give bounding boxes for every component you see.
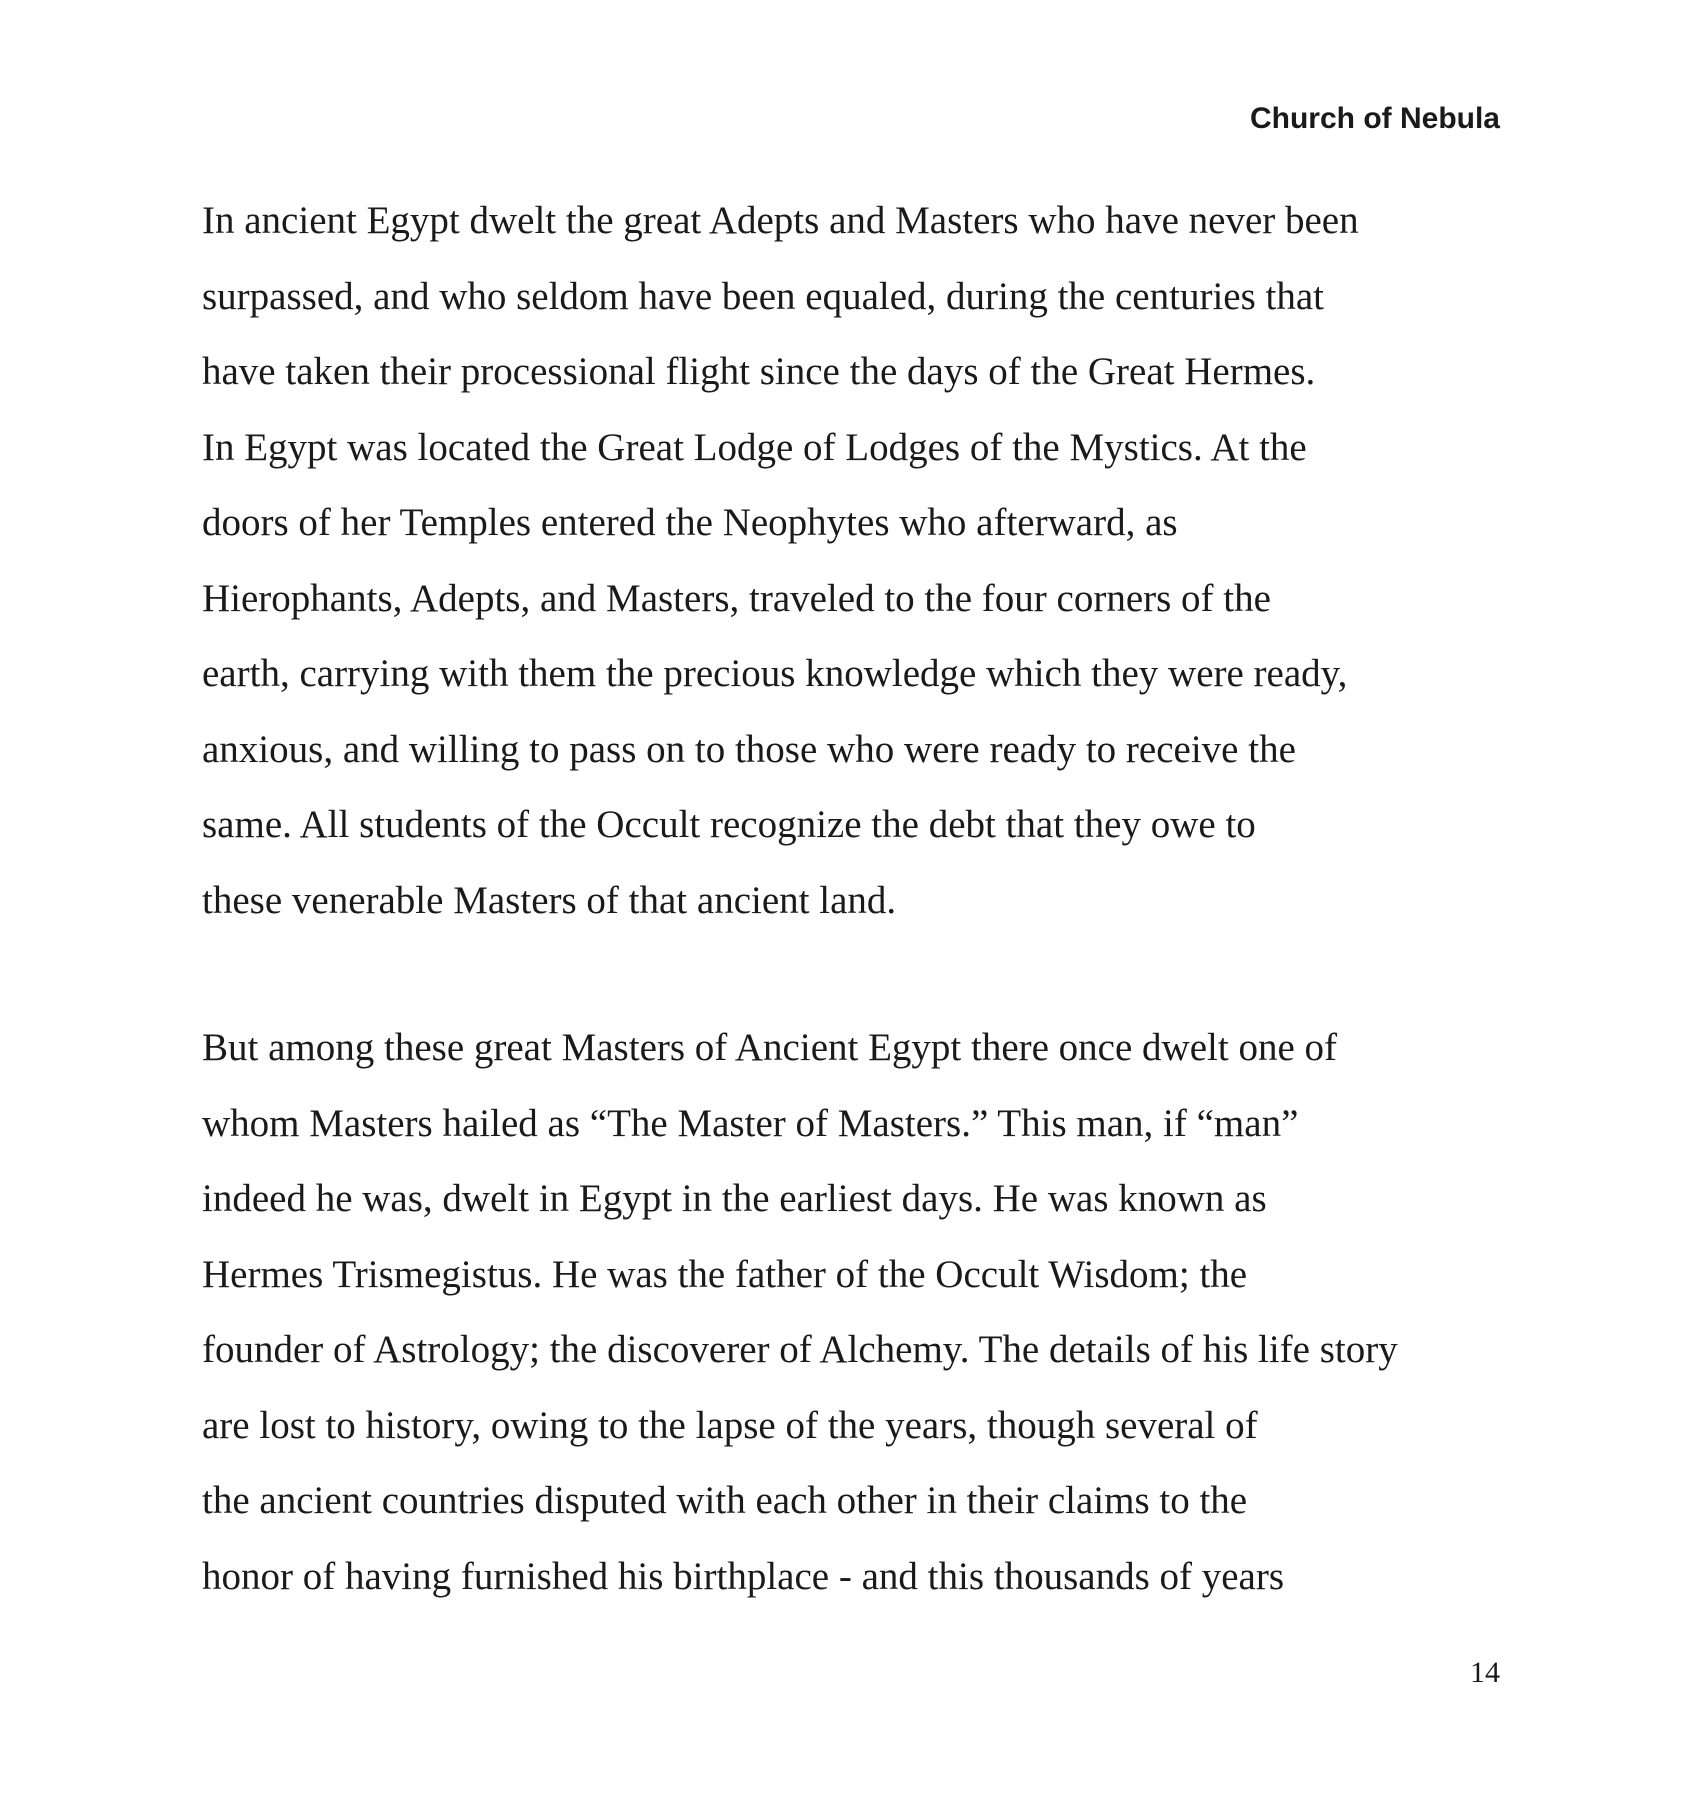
text-line: But among these great Masters of Ancient Egypt there once dwelt one of xyxy=(202,1026,1337,1069)
text-line: these venerable Masters of that ancient land. xyxy=(202,878,897,922)
text-line: earth, carrying with them the precious knowledge which they were ready, xyxy=(202,652,1348,695)
text-line: same. All students of the Occult recognize the debt that they owe to xyxy=(202,803,1256,846)
text-line: In Egypt was located the Great Lodge of Lodges of the Mystics. At the xyxy=(202,425,1307,469)
text-line: In ancient Egypt dwelt the great Adepts and Masters who have never been xyxy=(202,199,1359,242)
text-line: anxious, and willing to pass on to those who were ready to receive the xyxy=(202,727,1296,771)
text-line: surpassed, and who seldom have been equaled, during the centuries that xyxy=(202,274,1324,318)
page-number: 14 xyxy=(1470,1656,1500,1689)
text-line: doors of her Temples entered the Neophytes who afterward, as xyxy=(202,501,1178,544)
paragraph-2 xyxy=(202,1010,1522,1614)
text-line: indeed he was, dwelt in Egypt in the earliest days. He was known as xyxy=(202,1177,1267,1220)
running-header: Church of Nebula xyxy=(1249,102,1500,135)
text-line: have taken their processional flight since the days of the Great Hermes. xyxy=(202,350,1316,393)
text-line: the ancient countries disputed with each other in their claims to the xyxy=(202,1479,1248,1522)
text-line: are lost to history, owing to the lapse of the years, though several of xyxy=(202,1403,1258,1447)
text-line: Hermes Trismegistus. He was the father of the Occult Wisdom; the xyxy=(202,1252,1248,1296)
text-line: honor of having furnished his birthplace - and this thousands of years xyxy=(202,1554,1285,1598)
paragraph-1 xyxy=(202,183,1522,938)
text-line: founder of Astrology; the discoverer of Alchemy. The details of his life story xyxy=(202,1328,1398,1371)
text-line: Hierophants, Adepts, and Masters, traveled to the four corners of the xyxy=(202,576,1271,620)
text-line: whom Masters hailed as “The Master of Masters.” This man, if “man” xyxy=(202,1101,1299,1145)
